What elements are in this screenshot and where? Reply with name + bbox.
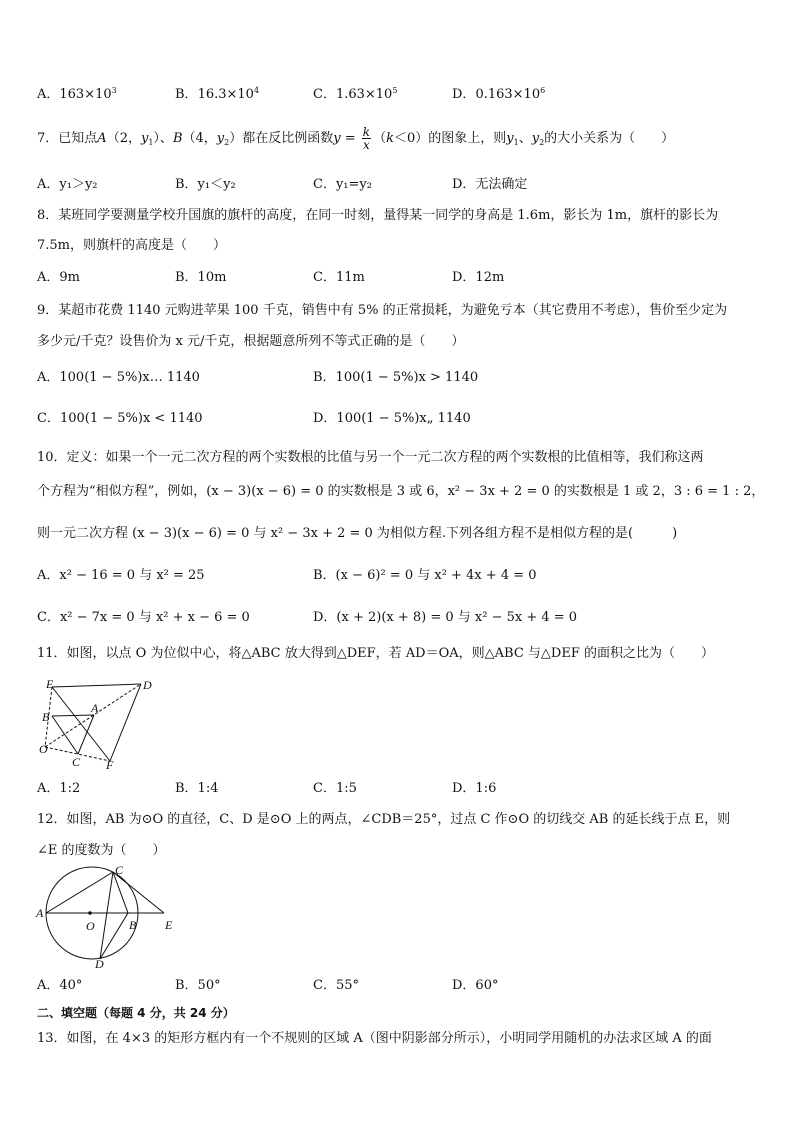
segment-db bbox=[100, 913, 128, 959]
segment-ac bbox=[78, 715, 94, 754]
q9-question-line2: 多少元/千克？设售价为 x 元/千克，根据题意所列不等式正确的是（ ） bbox=[37, 334, 465, 349]
q11-option-b: B．1:4 bbox=[175, 781, 219, 796]
label-d: D bbox=[95, 957, 104, 970]
q10-option-d: D．(x + 2)(x + 8) = 0 与 x² − 5x + 4 = 0 bbox=[313, 610, 578, 625]
q7-question: 7．已知点A（2，$y_1$）、B（4，$y_2$）都在反比例函数y = $\frac{k}{x}$ （k＜0）的图象上，则$y_1$、$y_2$的大小关系为（ ） bbox=[37, 125, 675, 152]
q12-circle-tangent-figure bbox=[34, 865, 184, 970]
q12-option-c: C．55° bbox=[313, 978, 359, 993]
q7-option-d: D．无法确定 bbox=[452, 177, 528, 192]
q11-similar-triangles-figure bbox=[36, 676, 166, 771]
q12-question-line2: ∠E 的度数为（ ） bbox=[37, 843, 166, 858]
label-e: E bbox=[165, 918, 173, 932]
q8-question-line2: 7.5m，则旗杆的高度是（ ） bbox=[37, 238, 227, 253]
q6-option-d: D．$0.163\times 10^6$ bbox=[452, 86, 546, 102]
q10-question-line1: 10．定义：如果一个一元二次方程的两个实数根的比值与另一个一元二次方程的两个实数根的比值相等，我们称这两 bbox=[37, 450, 704, 465]
label-e: E bbox=[46, 677, 54, 691]
section-heading: 二、填空题（每题 4 分，共 24 分） bbox=[37, 1006, 235, 1020]
label-f: F bbox=[106, 758, 114, 771]
center-point-o bbox=[88, 911, 92, 915]
q10-question-line2: 个方程为“相似方程”，例如，(x − 3)(x − 6) = 0 的实数根是 3 或 6，x² − 3x + 2 = 0 的实数根是 1 或 2，3 : 6 = 1 : 2， bbox=[37, 484, 765, 499]
segment-cd bbox=[100, 872, 113, 959]
q12-option-a: A．40° bbox=[37, 978, 83, 993]
q8-option-b: B．10m bbox=[175, 270, 227, 285]
segment-ed bbox=[52, 684, 141, 687]
q10-option-a: A．x² − 16 = 0 与 x² = 25 bbox=[37, 568, 205, 583]
q6-option-b: B．$16.3\times 10^4$ bbox=[175, 86, 260, 102]
q8-option-c: C．11m bbox=[313, 270, 365, 285]
label-d: D bbox=[143, 678, 152, 692]
label-c: C bbox=[72, 755, 81, 769]
label-o: O bbox=[86, 919, 95, 933]
label-a: A bbox=[36, 906, 44, 920]
q7-option-a: A．y₁＞y₂ bbox=[37, 177, 98, 192]
q10-question-line3: 则一元二次方程 (x − 3)(x − 6) = 0 与 x² − 3x + 2 = 0 为相似方程.下列各组方程不是相似方程的是( ) bbox=[37, 526, 678, 541]
q9-question-line1: 9．某超市花费 1140 元购进苹果 100 千克，销售中有 5% 的正常损耗，为避免亏本（其它费用不考虑），售价至少定为 bbox=[37, 303, 728, 318]
q11-option-a: A．1:2 bbox=[37, 781, 81, 796]
q10-option-c: C．x² − 7x = 0 与 x² + x − 6 = 0 bbox=[37, 610, 250, 625]
segment-ba bbox=[52, 715, 94, 716]
label-b: B bbox=[129, 918, 137, 932]
q8-question-line1: 8．某班同学要测量学校升国旗的旗杆的高度，在同一时刻，量得某一同学的身高是 1.6m，影长为 1m，旗杆的影长为 bbox=[37, 208, 719, 223]
label-o: O bbox=[39, 742, 48, 756]
label-c: C bbox=[115, 865, 124, 877]
q10-option-b: B．(x − 6)² = 0 与 x² + 4x + 4 = 0 bbox=[313, 568, 537, 583]
q11-option-d: D．1:6 bbox=[452, 781, 497, 796]
q13-question-line1: 13．如图，在 4×3 的矩形方框内有一个不规则的区域 A（图中阴影部分所示），小明同学用随机的办法求区域 A 的面 bbox=[37, 1031, 712, 1046]
q7-option-b: B．y₁＜y₂ bbox=[175, 177, 236, 192]
q8-option-d: D．12m bbox=[452, 270, 505, 285]
q6-option-c: C．$1.63\times 10^5$ bbox=[313, 86, 398, 102]
segment-bc bbox=[52, 716, 78, 754]
segment-ac bbox=[46, 872, 113, 913]
q6-option-a: A．$163\times 10^3$ bbox=[37, 86, 117, 102]
q8-option-a: A．9m bbox=[37, 270, 80, 285]
q9-option-c: C．100(1 − 5%)x < 1140 bbox=[37, 411, 203, 426]
q9-option-b: B．100(1 − 5%)x > 1140 bbox=[313, 370, 479, 385]
fraction-k-over-x: $\frac{k}{x}$ bbox=[362, 125, 371, 152]
q9-option-d: D．100(1 − 5%)x„ 1140 bbox=[313, 411, 471, 426]
q9-option-a: A．100(1 − 5%)x… 1140 bbox=[37, 370, 200, 385]
q12-option-d: D．60° bbox=[452, 978, 499, 993]
q11-question: 11．如图，以点 O 为位似中心，将△ABC 放大得到△DEF，若 AD＝OA，则△ABC 与△DEF 的面积之比为（ ） bbox=[37, 646, 714, 661]
label-b: B bbox=[42, 710, 50, 724]
q12-question-line1: 12．如图，AB 为⊙O 的直径，C、D 是⊙O 上的两点，∠CDB＝25°，过点 C 作⊙O 的切线交 AB 的延长线于点 E，则 bbox=[37, 812, 731, 827]
q11-option-c: C．1:5 bbox=[313, 781, 357, 796]
q12-option-b: B．50° bbox=[175, 978, 221, 993]
label-a: A bbox=[91, 701, 99, 715]
segment-df bbox=[110, 684, 141, 761]
q7-option-c: C．y₁=y₂ bbox=[313, 177, 372, 192]
